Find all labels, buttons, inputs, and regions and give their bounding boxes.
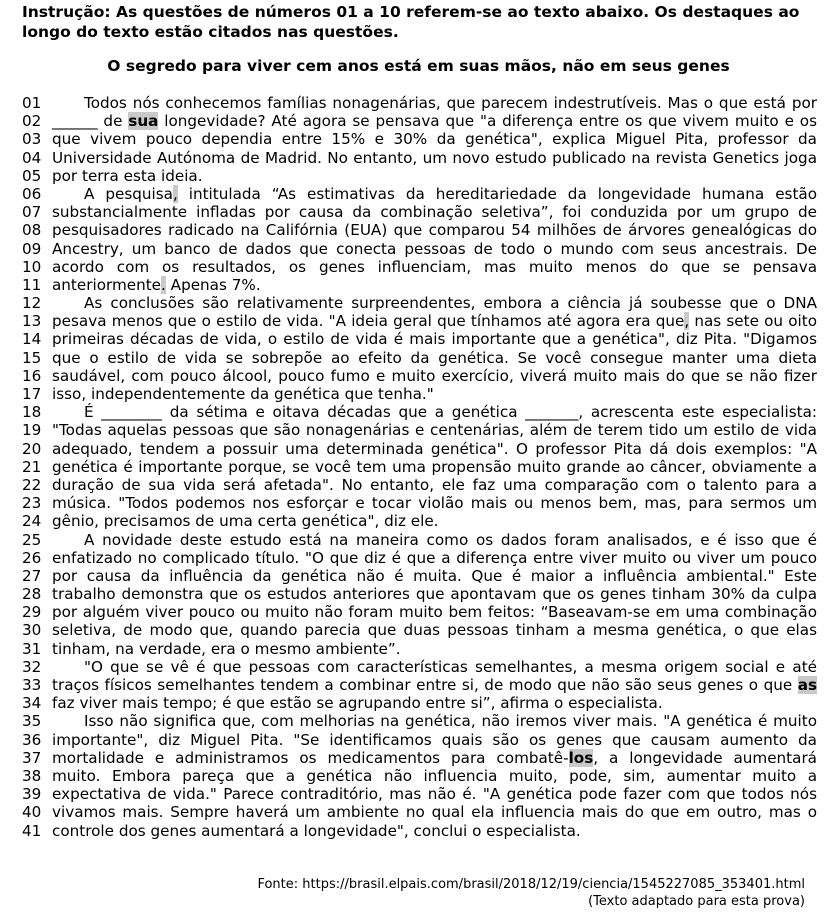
text-line	[22, 258, 817, 276]
line-number: 09	[22, 239, 42, 258]
text-line	[22, 458, 817, 476]
text-line	[22, 403, 817, 421]
highlighted-term: ,	[172, 184, 178, 203]
line-number: 04	[22, 148, 42, 167]
text-line	[22, 531, 817, 549]
line-text	[52, 767, 817, 785]
text-segment: "Todas aquelas pessoas que são nonagenárias e centenárias, além de terem tido um estilo de vida	[52, 421, 817, 440]
adapted-note: (Texto adaptado para esta prova)	[588, 894, 805, 909]
line-text	[52, 585, 817, 603]
line-text	[52, 658, 817, 676]
text-segment: gênio, precisamos de uma certa genética", diz ele.	[52, 512, 439, 531]
text-segment: As conclusões são relativamente surpreendentes, embora a ciência já soubesse que o DNA	[84, 294, 817, 313]
line-text	[52, 203, 817, 221]
line-text	[52, 221, 817, 239]
text-segment: pesquisadores radicado na Califórnia (EUA) que comparou 54 milhões de árvores genealógicas do	[52, 221, 817, 240]
text-segment: substancialmente infladas por causa da combinação seletiva”, foi conduzida por um grupo de	[52, 203, 817, 222]
text-line	[22, 731, 817, 749]
text-segment: que vivem pouco dependia entre 15% e 30% da genética", explica Miguel Pita, professor da	[52, 130, 817, 149]
text-line	[22, 421, 817, 439]
line-number: 21	[22, 457, 42, 476]
text-segment: nas sete ou oito	[689, 312, 817, 331]
line-text	[52, 185, 817, 203]
text-line	[22, 167, 817, 185]
text-line	[22, 494, 817, 512]
highlighted-term: los	[568, 748, 594, 767]
line-number: 20	[22, 439, 42, 458]
highlighted-term: .	[161, 275, 166, 294]
line-number: 35	[22, 712, 42, 731]
text-line	[22, 440, 817, 458]
line-number: 41	[22, 821, 42, 840]
source-url: Fonte: https://brasil.elpais.com/brasil/2018/12/19/ciencia/1545227085_353401.html	[257, 877, 805, 892]
text-line	[22, 767, 817, 785]
line-number: 01	[22, 94, 42, 112]
text-segment: longevidade? Até agora se pensava que "a diferença entre os que vivem muito e os	[158, 112, 817, 131]
line-text	[52, 403, 817, 421]
text-line	[22, 276, 817, 294]
text-segment: por alguém viver pouco ou muito não foram muito bem feitos: “Baseavam-se em uma combinação	[52, 603, 817, 622]
line-text	[52, 640, 817, 658]
text-segment: Isso não significa que, com melhorias na genética, não iremos viver mais. "A genética é muito	[84, 712, 817, 731]
numbered-text-body	[22, 94, 817, 840]
text-segment: intitulada “As estimativas da hereditariedade da longevidade humana estão	[177, 184, 818, 203]
line-number: 14	[22, 330, 42, 349]
line-number: 34	[22, 694, 42, 713]
text-line	[22, 512, 817, 530]
text-line	[22, 149, 817, 167]
line-text	[52, 330, 817, 348]
text-line	[22, 803, 817, 821]
text-line	[22, 349, 817, 367]
text-segment: expectativa de vida." Parece contraditório, mas não é. "A genética pode fazer com que todos nós	[52, 785, 817, 804]
text-segment: seletiva, de modo que, quando parecia que duas pessoas tinham a mesma genética, o que elas	[52, 621, 817, 640]
line-number: 08	[22, 221, 42, 240]
line-number: 28	[22, 585, 42, 604]
line-number: 11	[22, 275, 42, 294]
text-title: O segredo para viver cem anos está em suas mãos, não em seus genes	[107, 57, 730, 75]
instruction-text: Instrução: As questões de números 01 a 10 referem-se ao texto abaixo. Os destaques ao longo do texto estão citados nas questões.	[22, 3, 800, 41]
line-text	[52, 803, 817, 821]
line-number: 18	[22, 403, 42, 422]
text-segment: "O que se vê é que pessoas com características semelhantes, a mesma origem social e até	[84, 657, 817, 676]
text-segment: importante", diz Miguel Pita. "Se identificamos quais são os genes que causam aumento da	[52, 730, 817, 749]
line-number: 15	[22, 348, 42, 367]
line-number: 23	[22, 494, 42, 513]
line-text	[52, 294, 817, 312]
text-line	[22, 385, 817, 403]
line-number: 33	[22, 676, 42, 694]
line-text	[52, 94, 817, 112]
text-line	[22, 694, 817, 712]
line-text	[52, 621, 817, 639]
line-number: 40	[22, 803, 42, 822]
line-number: 29	[22, 603, 42, 622]
text-segment: muito. Embora pareça que a genética não influencia muito, pode, sim, aumentar muito a	[52, 766, 817, 785]
text-segment: Universidade Autónoma de Madrid. No entanto, um novo estudo publicado na revista Genetics joga	[52, 148, 817, 167]
source-block	[257, 876, 805, 910]
text-segment: Ancestry, um banco de dados que conecta pessoas de todo o mundo com seus ancestrais. De	[52, 239, 817, 258]
text-segment: enfatizado no complicado título. "O que diz é que a diferença entre viver muito ou viver um pouco	[52, 548, 817, 567]
line-text	[52, 440, 817, 458]
line-number: 36	[22, 730, 42, 749]
line-text	[52, 567, 817, 585]
line-number: 24	[22, 512, 42, 531]
text-line	[22, 585, 817, 603]
text-segment: controle dos genes aumentará a longevidade", conclui o especialista.	[52, 821, 581, 840]
text-line	[22, 549, 817, 567]
line-text	[52, 531, 817, 549]
highlighted-term: sua	[128, 112, 159, 131]
line-text	[52, 276, 817, 294]
text-segment: Todos nós conhecemos famílias nonagenárias, que parecem indestrutíveis. Mas o que está por	[84, 94, 817, 112]
line-number: 10	[22, 257, 42, 276]
line-number: 16	[22, 366, 42, 385]
text-segment: acordo com os resultados, os genes influenciam, mas muito menos do que se pensava	[52, 257, 817, 276]
text-line	[22, 312, 817, 330]
line-text	[52, 240, 817, 258]
line-text	[52, 712, 817, 730]
text-line	[22, 712, 817, 730]
text-segment: por terra esta ideia.	[52, 166, 203, 185]
text-line	[22, 785, 817, 803]
text-segment: tinham, na verdade, era o mesmo ambiente”.	[52, 639, 401, 658]
text-line	[22, 203, 817, 221]
line-number: 25	[22, 530, 42, 549]
text-line	[22, 676, 817, 694]
text-line	[22, 112, 817, 130]
line-text	[52, 421, 817, 439]
line-number: 19	[22, 421, 42, 440]
line-text	[52, 749, 817, 767]
line-number: 12	[22, 294, 42, 313]
text-line	[22, 330, 817, 348]
line-number: 38	[22, 766, 42, 785]
line-number: 32	[22, 657, 42, 676]
text-segment: música. "Todos podemos nos esforçar e tocar violão mais ou menos bem, mas, para sermos um	[52, 494, 817, 513]
text-segment: É ________ da sétima e oitava décadas que a genética _______, acrescenta este especialista:	[84, 403, 817, 422]
text-line	[22, 94, 817, 112]
text-line	[22, 567, 817, 585]
text-segment: Apenas 7%.	[165, 275, 261, 294]
line-text	[52, 349, 817, 367]
text-segment: trabalho demonstra que os estudos anteriores que apontavam que os genes tinham 30% da culpa	[52, 585, 817, 604]
line-text	[52, 167, 817, 185]
line-number: 17	[22, 385, 42, 403]
line-text	[52, 822, 817, 840]
text-segment: A novidade deste estudo está na maneira como os dados foram analisados, e é isso que é	[84, 530, 817, 549]
text-segment: A pesquisa	[84, 184, 173, 203]
line-text	[52, 367, 817, 385]
text-segment: anteriormente	[52, 275, 162, 294]
line-number: 37	[22, 748, 42, 767]
line-text	[52, 385, 817, 403]
text-segment: pesava menos que o estilo de vida. "A ideia geral que tínhamos até agora era que	[52, 312, 685, 331]
text-line	[22, 621, 817, 639]
line-number: 31	[22, 639, 42, 658]
text-segment: faz viver mais tempo; é que estão se agrupando entre si”, afirma o especialista.	[52, 694, 663, 713]
text-segment: primeiras décadas de vida, o estilo de vida é mais importante que a genética", diz Pita. "Digamos	[52, 330, 817, 349]
text-line	[22, 749, 817, 767]
text-segment: vivamos mais. Sempre haverá um ambiente no qual ela influencia mais do que em outro, mas o	[52, 803, 817, 822]
line-number: 13	[22, 312, 42, 331]
text-segment: mortalidade e administramos os medicamentos para combatê-	[52, 748, 569, 767]
text-segment: que o estilo de vida se sobrepõe ao efeito da genética. Se você consegue manter uma dieta	[52, 348, 817, 367]
line-text	[52, 476, 817, 494]
text-segment: ______ de	[52, 112, 129, 131]
line-text	[52, 694, 817, 712]
line-number: 03	[22, 130, 42, 149]
text-line	[22, 294, 817, 312]
line-number: 22	[22, 475, 42, 494]
text-segment: genética é importante porque, se você tem uma propensão muito grande ao câncer, obviamente a	[52, 457, 817, 476]
text-line	[22, 221, 817, 239]
line-text	[52, 258, 817, 276]
text-segment: isso, independentemente da genética que tenha."	[52, 385, 434, 403]
line-number: 05	[22, 166, 42, 185]
text-line	[22, 367, 817, 385]
text-segment: , a longevidade aumentará	[593, 748, 817, 767]
line-text	[52, 494, 817, 512]
line-number: 07	[22, 203, 42, 222]
line-text	[52, 149, 817, 167]
line-number: 02	[22, 112, 42, 131]
text-line	[22, 822, 817, 840]
text-segment: por causa da influência da genética não é muita. Que é maior a influência ambiental." Este	[52, 566, 817, 585]
text-line	[22, 476, 817, 494]
highlighted-term: as	[797, 676, 817, 694]
text-line	[22, 240, 817, 258]
line-text	[52, 676, 817, 694]
line-text	[52, 130, 817, 148]
line-text	[52, 312, 817, 330]
text-segment: duração de sua vida será afetada". No entanto, ele faz uma comparação com o talento para a	[52, 475, 817, 494]
text-line	[22, 130, 817, 148]
text-segment: adequado, tendem a possuir uma determinada genética". O professor Pita dá dois exemplos: "A	[52, 439, 817, 458]
line-text	[52, 112, 817, 130]
line-text	[52, 785, 817, 803]
line-text	[52, 458, 817, 476]
line-text	[52, 731, 817, 749]
text-segment: saudável, com pouco álcool, pouco fumo e muito exercício, viverá muito mais do que se não fizer	[52, 366, 817, 385]
text-line	[22, 185, 817, 203]
line-number: 39	[22, 785, 42, 804]
line-text	[52, 549, 817, 567]
line-number: 06	[22, 184, 42, 203]
line-number: 26	[22, 548, 42, 567]
text-line	[22, 658, 817, 676]
line-text	[52, 603, 817, 621]
highlighted-term: ,	[684, 312, 690, 331]
text-line	[22, 640, 817, 658]
text-line	[22, 603, 817, 621]
line-text	[52, 512, 817, 530]
line-number: 30	[22, 621, 42, 640]
text-segment: traços físicos semelhantes tendem a combinar entre si, de modo que não são seus genes o que	[52, 676, 798, 694]
line-number: 27	[22, 566, 42, 585]
